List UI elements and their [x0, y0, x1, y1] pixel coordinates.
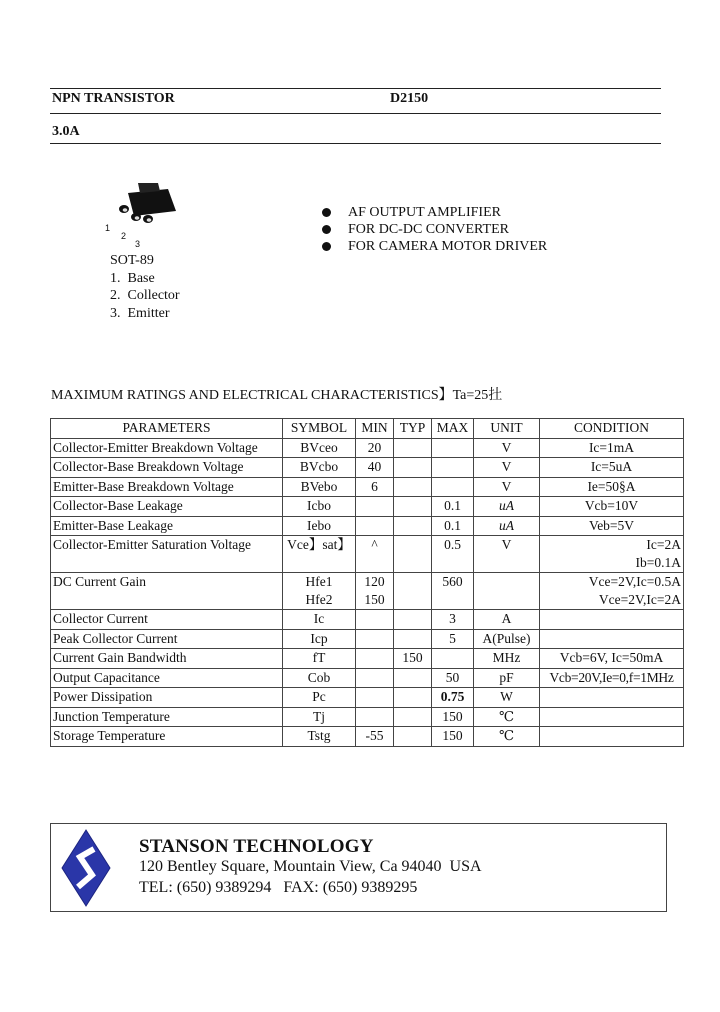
table-cell [394, 536, 432, 573]
table-row [51, 668, 684, 688]
table-cell [432, 649, 474, 669]
table-cell [356, 629, 394, 649]
table-cell: -55 [356, 727, 394, 747]
table-cell: 20 [356, 438, 394, 458]
package-name: SOT-89 [110, 253, 154, 268]
table-cell: MHz [474, 649, 540, 669]
table-cell: Vcb=10V [540, 497, 684, 517]
table-cell [540, 707, 684, 727]
col-header: MIN [356, 419, 394, 439]
table-cell: pF [474, 668, 540, 688]
table-cell: Collector-Emitter Breakdown Voltage [51, 438, 283, 458]
part-number: D2150 [390, 91, 429, 106]
table-cell: DC Current Gain [51, 573, 283, 610]
table-row [51, 610, 684, 630]
table-cell: Tstg [283, 727, 356, 747]
table-cell: BVcbo [283, 458, 356, 478]
table-cell [394, 516, 432, 536]
table-cell: Tj [283, 707, 356, 727]
company-name: STANSON TECHNOLOGY [139, 836, 374, 857]
header-rule-bottom [50, 143, 661, 144]
table-row [51, 536, 684, 573]
table-cell [394, 610, 432, 630]
bullet-icon [322, 208, 331, 217]
table-cell: Collector-Emitter Saturation Voltage [51, 536, 283, 573]
table-cell: 5 [432, 629, 474, 649]
table-cell: 0.75 [432, 688, 474, 708]
col-header: SYMBOL [283, 419, 356, 439]
col-header: MAX [432, 419, 474, 439]
table-row [51, 727, 684, 747]
table-cell: 150 [432, 727, 474, 747]
table-cell: Ic=1mA [540, 438, 684, 458]
table-cell: Junction Temperature [51, 707, 283, 727]
table-cell: Collector-Base Breakdown Voltage [51, 458, 283, 478]
table-cell: 560 [432, 573, 474, 610]
table-cell: V [474, 458, 540, 478]
ratings-title: MAXIMUM RATINGS AND ELECTRICAL CHARACTERISTICS】Ta=25扗 [51, 388, 503, 403]
table-cell: Iebo [283, 516, 356, 536]
table-row [51, 477, 684, 497]
table-cell [540, 688, 684, 708]
feature-item: FOR CAMERA MOTOR DRIVER [322, 238, 547, 255]
col-header: PARAMETERS [51, 419, 283, 439]
table-cell [540, 727, 684, 747]
table-cell: 150 [394, 649, 432, 669]
features-list [322, 204, 547, 255]
table-cell: A [474, 610, 540, 630]
table-cell: Collector Current [51, 610, 283, 630]
pin-1-desc: 1. Base [110, 270, 155, 286]
pin-2-desc: 2. Collector [110, 288, 180, 303]
table-cell [394, 458, 432, 478]
table-cell [432, 477, 474, 497]
table-row [51, 516, 684, 536]
feature-item: AF OUTPUT AMPLIFIER [322, 204, 547, 221]
table-row [51, 629, 684, 649]
table-cell: 3 [432, 610, 474, 630]
table-row [51, 438, 684, 458]
table-cell: BVceo [283, 438, 356, 458]
table-row [51, 649, 684, 669]
table-cell: V [474, 438, 540, 458]
table-cell [394, 438, 432, 458]
col-header: CONDITION [540, 419, 684, 439]
header-rule-middle [50, 113, 661, 114]
table-row [51, 573, 684, 610]
table-cell: 40 [356, 458, 394, 478]
company-contact: TEL: (650) 9389294 FAX: (650) 9389295 [139, 879, 418, 896]
table-cell: Peak Collector Current [51, 629, 283, 649]
table-cell: ℃ [474, 707, 540, 727]
product-type: NPN TRANSISTOR [52, 91, 175, 106]
sot89-package-image [110, 183, 182, 233]
table-cell [394, 573, 432, 610]
table-cell [432, 438, 474, 458]
table-cell: A(Pulse) [474, 629, 540, 649]
table-cell: Ie=50§A [540, 477, 684, 497]
table-cell: Vcb=6V, Ic=50mA [540, 649, 684, 669]
table-cell: W [474, 688, 540, 708]
table-cell: Cob [283, 668, 356, 688]
table-cell: fT [283, 649, 356, 669]
table-cell: 0.1 [432, 497, 474, 517]
table-cell [394, 629, 432, 649]
table-cell [394, 688, 432, 708]
table-cell [540, 629, 684, 649]
ratings-table [50, 418, 684, 747]
company-footer [50, 823, 667, 912]
table-cell [394, 707, 432, 727]
table-cell: Power Dissipation [51, 688, 283, 708]
table-cell: BVebo [283, 477, 356, 497]
bullet-icon [322, 242, 331, 251]
table-header-row [51, 419, 684, 439]
table-cell: Vce】sat】 [283, 536, 356, 573]
table-cell: Vcb=20V,Ie=0,f=1MHz [540, 668, 684, 688]
table-cell [356, 516, 394, 536]
table-cell [356, 707, 394, 727]
bullet-icon [322, 225, 331, 234]
table-cell: Current Gain Bandwidth [51, 649, 283, 669]
table-row [51, 458, 684, 478]
table-cell: uA [474, 497, 540, 517]
table-cell: Emitter-Base Breakdown Voltage [51, 477, 283, 497]
table-cell: 0.1 [432, 516, 474, 536]
header-rule-top [50, 88, 661, 89]
table-cell: V [474, 477, 540, 497]
table-cell [474, 573, 540, 610]
table-row [51, 497, 684, 517]
table-cell: 50 [432, 668, 474, 688]
table-cell: Pc [283, 688, 356, 708]
table-cell: V [474, 536, 540, 573]
pin-label-1: 1 [105, 223, 111, 233]
table-cell: Ic [283, 610, 356, 630]
company-address: 120 Bentley Square, Mountain View, Ca 94040 USA [139, 858, 482, 875]
table-cell [540, 610, 684, 630]
table-cell [394, 497, 432, 517]
feature-item: FOR DC-DC CONVERTER [322, 221, 547, 238]
symbol-cell: Hfe1 Hfe2 [283, 573, 356, 610]
table-cell: Icbo [283, 497, 356, 517]
table-cell: Icp [283, 629, 356, 649]
table-row [51, 707, 684, 727]
table-cell [356, 668, 394, 688]
table-cell: uA [474, 516, 540, 536]
table-cell: Collector-Base Leakage [51, 497, 283, 517]
pin-3-desc: 3. Emitter [110, 305, 170, 321]
table-cell: Veb=5V [540, 516, 684, 536]
table-cell: Emitter-Base Leakage [51, 516, 283, 536]
stanson-logo-icon [61, 829, 111, 907]
condition-cell: Vce=2V,Ic=0.5A Vce=2V,Ic=2A [540, 573, 684, 610]
table-cell [394, 727, 432, 747]
table-cell: 6 [356, 477, 394, 497]
condition-cell: Ic=2A Ib=0.1A [540, 536, 684, 573]
table-cell [432, 458, 474, 478]
table-cell [356, 649, 394, 669]
current-rating: 3.0A [52, 124, 80, 139]
package-info [110, 252, 180, 322]
table-cell [356, 497, 394, 517]
table-cell [356, 688, 394, 708]
table-cell [394, 477, 432, 497]
table-cell: ℃ [474, 727, 540, 747]
table-row [51, 688, 684, 708]
table-cell: 150 [432, 707, 474, 727]
table-cell: Ic=5uA [540, 458, 684, 478]
min-cell: 120 150 [356, 573, 394, 610]
table-cell: ^ [356, 536, 394, 573]
table-cell: Output Capacitance [51, 668, 283, 688]
table-cell: 0.5 [432, 536, 474, 573]
table-cell [356, 610, 394, 630]
col-header: TYP [394, 419, 432, 439]
table-cell: Storage Temperature [51, 727, 283, 747]
pin-label-3: 3 [135, 239, 141, 249]
pin-label-2: 2 [121, 231, 127, 241]
table-cell [394, 668, 432, 688]
col-header: UNIT [474, 419, 540, 439]
